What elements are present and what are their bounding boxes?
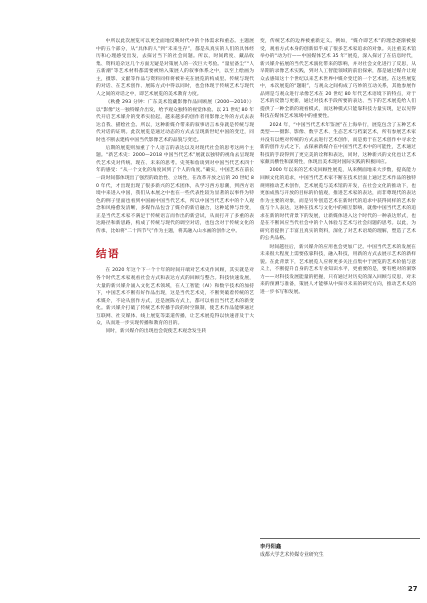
body-paragraph: 《秋叠 293 分钟：广东美术馆藏影像作品回顾展（2000—2010）》以“影像”这一独特媒介出发，给予观众独特的视觉体验。以 21 世纪 80 年代开启艺术媒介的变革实验起，越来越多的创作者用影像之外的方式去表达自我、描绘社会。所以，这种新媒介带来的叙事语言本身就是传统与现代对话的证明。此次展览是通过动态的方式去呈现新世纪中国的变迁，同时也不断去建构中国当代影像艺术的品貌与变迁。 — [96, 99, 254, 143]
body-paragraph: 2024 年，“中国当代艺术年鉴展”在上海举行，展览包含了五种艺术类型——摄影、影像、数字艺术、生态艺术与档案艺术，所有参展艺术家并没有以绝对传统的方式去进行艺术创作，而是勇于在艺术创作中寻求全新的创作方式之下，去探索新媒介在中国当代艺术中的可能性，艺术通过科技的手段得到了更完美的诠释和表达，同时，这种新兴的文化也让艺术家颇具横性和深刻性，体现出美术现对国际实践的积极回应。 — [260, 122, 416, 166]
right-column — [260, 38, 416, 297]
left-column — [96, 38, 254, 337]
author-signature-block — [260, 538, 420, 559]
body-paragraph: 中所以此次展览可以更全面地反映时代中的个体需求和重态。主题展中的五个部分，从“具体的人”到“未来生存”，都是从真实的人们的具体经历和心理感受出发，去探讨当下的社会问题。所以，时间跨度、藏品收集、资料追杂这几个方面无疑是对策展人的一次巨大考验。“量星备尘”“人五新潮”等艺术材料都需要被纳入策展人的叙事体系之中，以至上绘画为主，摄影、文献等作品与资料同样将被补充在展览的构成里。传统与现代的对话、在艺术创作、展陈方式中得以同时，也会体现于传统艺术与现代人之间的对话之中，即艺术展览的美术教育力度。 — [96, 39, 254, 97]
body-paragraph: 同时，新兴媒介的出现也会促使艺术观念发生转 — [105, 329, 207, 335]
body-paragraph: 后期的展览则加重了个人语言的表达以及对现代社会的思考这两个主题。“新艺术史：2000—2018 中国当代艺术”展就以独特的视角去呈现现代艺术史对传统、现在、未来的思考。史英和詹谈到对中国当代艺术四十年的感受：“从一个文化的角度回到了个人的角度。”确实，中国艺术在前长一段时间都体现出了强烈的政治性、立场性，在改革开放之后的 20 世纪 80 年代，才出现出现了很多新兴的艺术团体，从学习西方思潮，到西方语境中来进入中国，我们从本展之中也在一些代表性较为显著的以事件为特色的例子里面也看到中国画中国当代艺术，所以中国当代艺术中的个人观念和风格愈发清晰，多媒作品包含了媒介的新启融合，这种延伸与异变，正是当代艺术家不满足于传统语言而作出的新尝试，从而打开了多重的表达路径和新思路，构成了传统与现代的调空对话，也包含对于传统文化的传承，比如将“二十四节气”作为主题，将其融入山水画的创作之中。 — [96, 145, 254, 234]
body-paragraph: 时间越往后，新兴媒介的应用也会更加广泛。中国当代艺术的发展在未来很大程度上需要依靠科技，融入科技，用新的方式去展示艺术的新样貌。在此背景下，艺术展览人应将更多关注点集中于展览的艺术价值与意义上，不断提升自身的艺术专业知识水平，更重要的是，要有绝对的洞察力——对科技发展能量的把握，只有通过对历史的深入回顾与反思，对未来的预测与准备，策展人才能够从中探寻未来的研究方向，推动艺术史的进一步书写和发展。 — [260, 244, 416, 295]
author-name: 李丹阳鑫 — [260, 543, 282, 550]
body-paragraph: 变，传统艺术的边界被重新定义。例如，“媒介即艺术”的理念逐渐被接受，观看方式本身的创新似乎成了很多艺术家追求的对象。关注重美术馆举办的“动为行——中国媒体艺术 35 年”展览，深入探讨了在信息时代，新兴媒介拓展的当代艺术演化带来的影响，并对社会文化进行了反思，从早期的录像艺术实践，到对人工智能领域的前沿探索，都是通过媒介让观众去感知这十个世纪以来艺术世界中媒介变迁的一个艺术展。在这些展览中，本次展览的“题眼”，与观众之间构成了巧妙的互动关系，其他参展作品则是与观众进行录像艺术在 20 世纪 80 年代艺术语境下的特点，对于艺术的反馈与更新，通过对技术手段所要的表达、当下的艺术展览给人们提供了一种全新的观看模式，而这种模式只能靠科技力量实现，足以见得科技在媒体艺术领域中的重要性。 — [260, 39, 416, 120]
author-affiliation: 成都大学艺术传媒专业研究生 — [260, 551, 324, 558]
section-title-conclusion: 结语 — [96, 248, 120, 261]
page-number: 27 — [408, 585, 418, 593]
body-paragraph: 2000 年以来的艺术史回顾性展览，从来侧面地来大步数，提高能力回顾文化的追求，中国当代艺术家不断在技术层面上通过艺术作品的独特规则推动艺术创作，艺术展览与美术馆的开发，在社会文化的推动下，也更加成熟与开放的目标的价值观，推进艺术家的表达，而非尊现代的表达作为主要的对象，而是另外创造艺术在新时代的追求中获得同样的艺术价值与个人表达，这种在技术与文化中的相互影响，就像中国当代艺术的追求在新的时代背景下的发展，让新媒体进入这个时代的一种表达形式，也是在不断回应当代社会中的个人体验与艺术与社会问题的思考。以此，为研究者提供了丰富且真实的资料，深化了对艺术语境的理解，塑造了艺术的公共品格。 — [260, 168, 416, 242]
body-paragraph: 在 2020 年这个下一个十年的时间开端对艺术史作回顾，其实就是对各个时代艺术家观看社会方式和表达方式的回顾与整合。科技快速发展，大量的新兴媒介涌入文化艺术领域，在人工智能（AI）和数字技术的加持下，中国艺术不断有好作品出现，这是当代艺术史，不断突破着传统的艺术媒介，不论从创作方式，还是展陈方式上，都可以看出当代艺术的新变化。新兴媒介打破了传统艺术传播手段的时空限制，使艺术作品能够通过互联网、社交媒体、线上展览等渠道传播，让艺术展览得以快速普及于大众，从而进一步实现传播和教育的目的。 — [96, 268, 254, 327]
signature-divider — [260, 538, 420, 539]
